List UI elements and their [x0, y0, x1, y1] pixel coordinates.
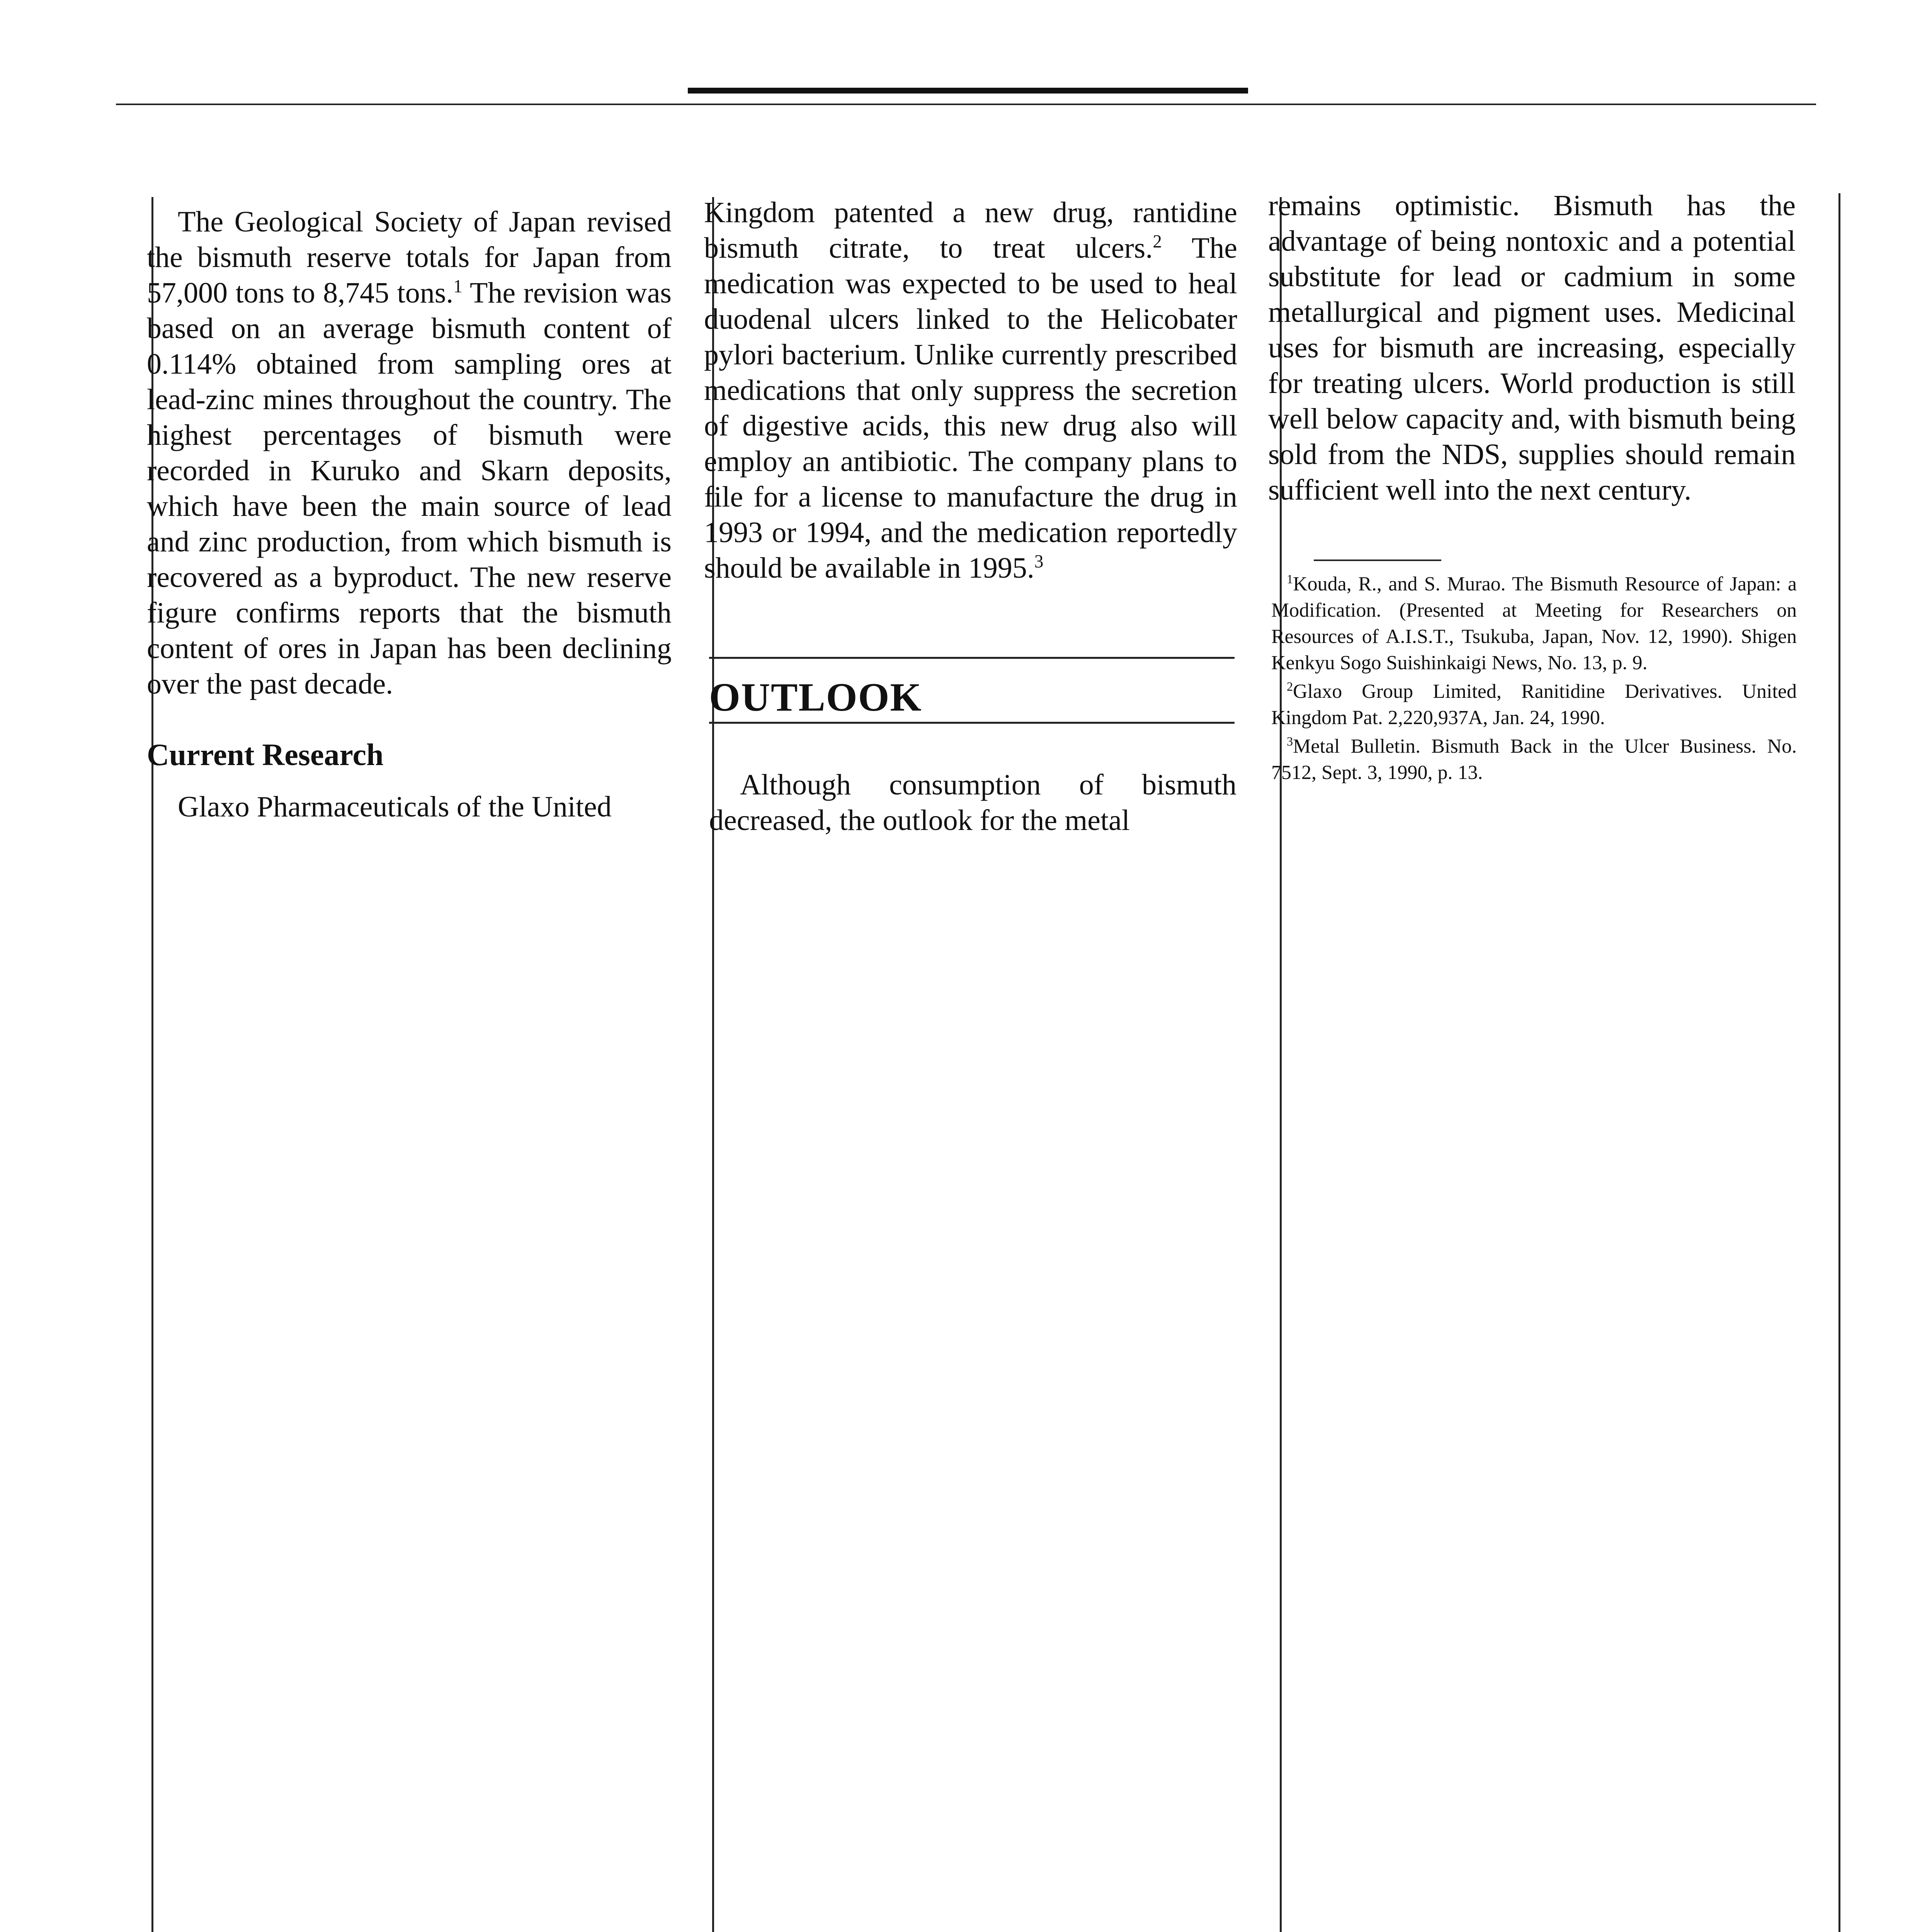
column-3 — [1268, 188, 1796, 508]
column-1 — [147, 204, 672, 825]
subhead-current-research: Current Research — [147, 738, 384, 772]
header-rule-accent — [688, 88, 1248, 94]
paragraph-outlook-continued: remains optimistic. Bismuth has the advantage of being nontoxic and a potential substitute for lead or cadmium in some metallurgical and pigment uses. Medicinal uses for bismuth are increasing, especially for treating ulcers. World production is still well below capacity and, with bismuth being sold from the NDS, supplies should remain sufficient well into the next century. — [1268, 189, 1796, 506]
paragraph-glaxo-continued: Kingdom patented a new drug, rantidine bismuth citrate, to treat ulcers.$^2$ The medication was expected to be used to heal duodenal ulcers linked to the Helicobater pylori bacterium. Unlike currently prescribed medications that only suppress the secretion of digestive acids, this new drug also will employ an antibiotic. The company plans to file for a license to manufacture the drug in 1993 or 1994, and the medication reportedly should be available in 1995.$^3$ — [704, 196, 1237, 584]
footnote-ref-2[interactable]: 2 — [1153, 231, 1162, 252]
footnotes — [1271, 571, 1797, 788]
footnote-rule — [1314, 560, 1441, 561]
footnote-ref-1[interactable]: 1 — [453, 276, 463, 297]
section-rule-bottom — [709, 722, 1235, 724]
paragraph-reserves: The Geological Society of Japan revised the bismuth reserve totals for Japan from 57,000 tons to 8,745 tons.$^1$ The revision was based on an average bismuth content of 0.114% obtained from sampling ores at lead-zinc mines throughout the country. The highest percentages of bismuth were recorded in Kuruko and Skarn deposits, which have been the main source of lead and zinc production, from which bismuth is recovered as a byproduct. The new reserve figure confirms reports that the bismuth content of ores in Japan has been declining over the past decade. — [147, 206, 672, 700]
section-title-outlook: OUTLOOK — [709, 675, 922, 719]
section-rule-top — [709, 657, 1235, 659]
footnote-1: $^1$Kouda, R., and S. Murao. The Bismuth Resource of Japan: a Modification. (Presented at Meeting for Researchers on Resources of A.I.S.T., Tsukuba, Japan, Nov. 12, 1990). Shigen Kenkyu Sogo Suishinkaigi News, No. 13, p. 9. — [1271, 572, 1797, 674]
column-2-outlook — [709, 767, 1236, 838]
paragraph-glaxo-start: Glaxo Pharmaceuticals of the United — [178, 791, 612, 823]
footnote-2: $^2$Glaxo Group Limited, Ranitidine Derivatives. United Kingdom Pat. 2,220,937A, Jan. 24, 1990. — [1271, 679, 1797, 729]
column-divider-outer — [1838, 193, 1840, 1932]
paragraph-outlook-start: Although consumption of bismuth decreased, the outlook for the metal — [709, 769, 1236, 837]
footnote-ref-3[interactable]: 3 — [1034, 551, 1044, 572]
footnote-3: $^3$Metal Bulletin. Bismuth Back in the Ulcer Business. No. 7512, Sept. 3, 1990, p. 13. — [1271, 734, 1797, 784]
column-2 — [704, 195, 1237, 586]
header-rule — [116, 104, 1816, 105]
